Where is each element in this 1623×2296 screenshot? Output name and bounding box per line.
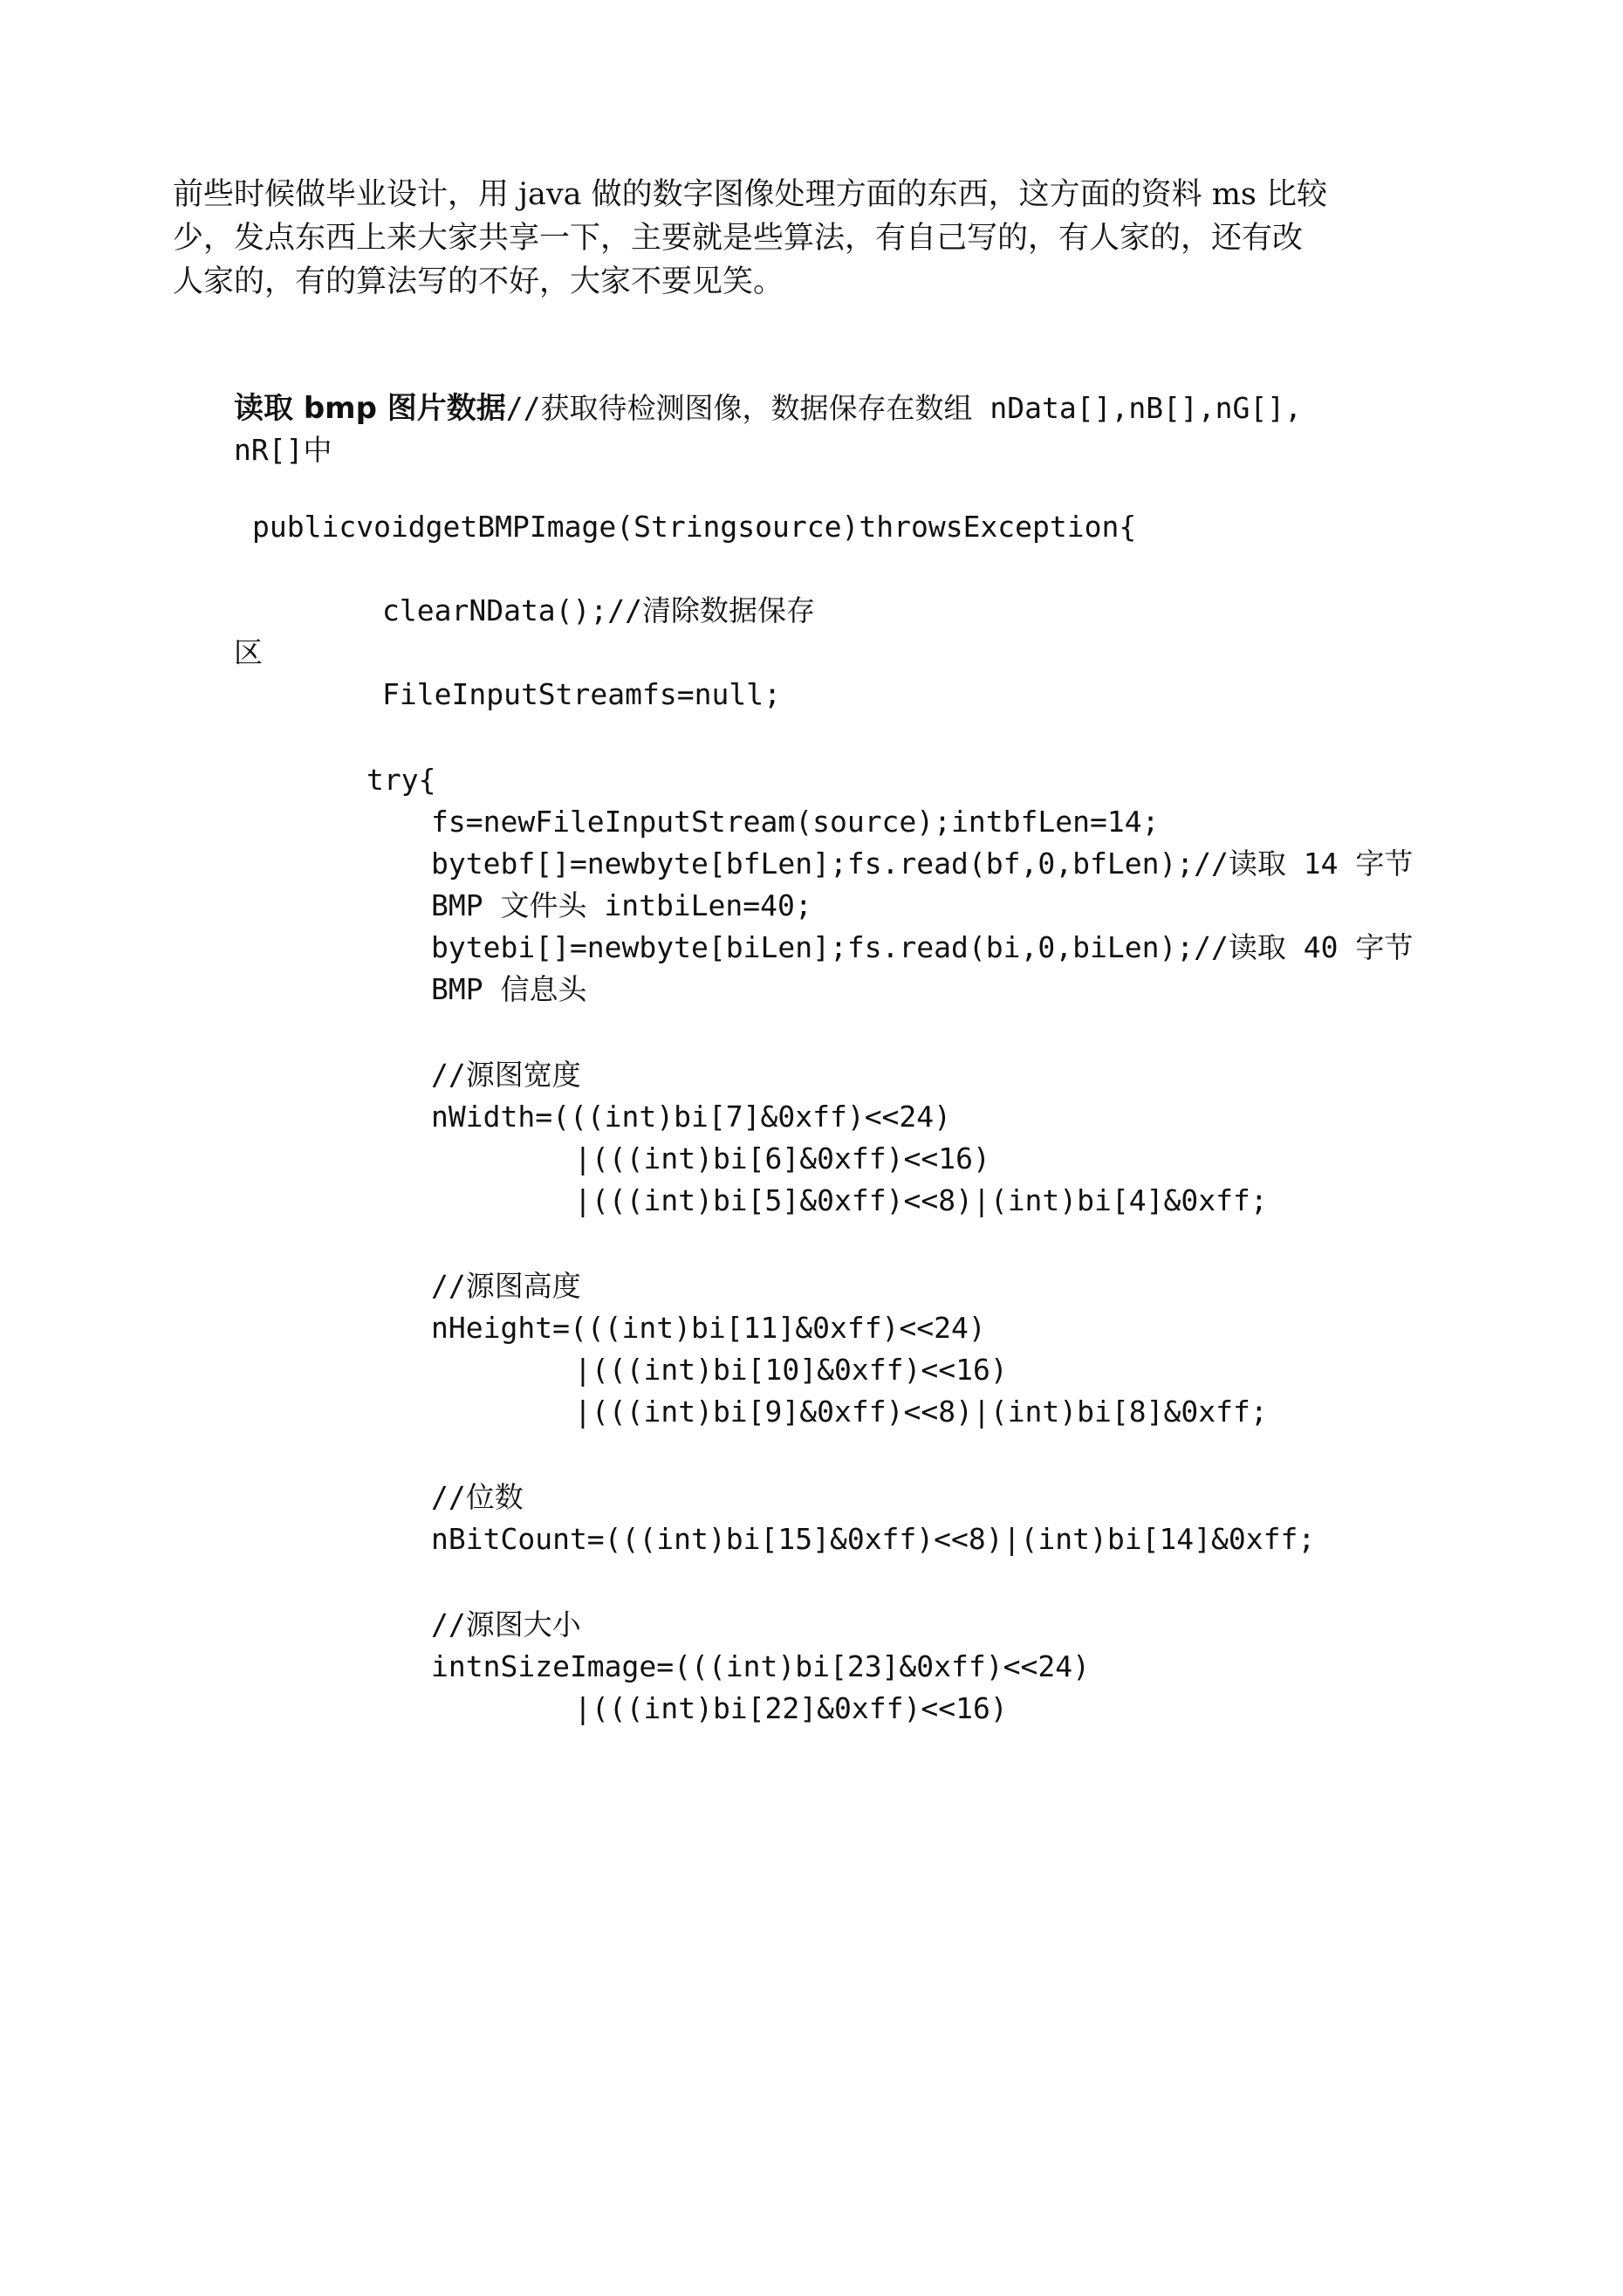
code-line: BMP 文件头 intbiLen=40; — [431, 888, 812, 922]
code-line: 区 — [234, 635, 263, 669]
intro-paragraph — [173, 173, 1394, 304]
code-line: |(((int)bi[22]&0xff)<<16) — [574, 1691, 1008, 1725]
code-comment: //源图宽度 — [431, 1058, 581, 1092]
section-heading-continued: nR[]中 — [234, 433, 332, 467]
code-line: intnSizeImage=(((int)bi[23]&0xff)<<24) — [431, 1649, 1090, 1683]
intro-line: 少，发点东西上来大家共享一下，主要就是些算法，有自己写的，有人家的，还有改 — [173, 221, 1304, 256]
code-line: FileInputStreamfs=null; — [382, 677, 781, 711]
code-line: nHeight=(((int)bi[11]&0xff)<<24) — [431, 1311, 986, 1345]
code-comment: //位数 — [431, 1480, 524, 1514]
code-line: |(((int)bi[5]&0xff)<<8)|(int)bi[4]&0xff; — [574, 1183, 1268, 1217]
code-line: nBitCount=(((int)bi[15]&0xff)<<8)|(int)bi[14]&0xff; — [431, 1522, 1316, 1556]
section-heading — [234, 387, 1302, 429]
section-heading-title: 读取 bmp 图片数据 — [234, 391, 506, 426]
code-line: nWidth=(((int)bi[7]&0xff)<<24) — [431, 1100, 952, 1134]
code-line: clearNData();//清除数据保存 — [382, 593, 816, 627]
section-heading-comment: //获取待检测图像，数据保存在数组 nData[],nB[],nG[], — [505, 391, 1303, 425]
code-line: |(((int)bi[10]&0xff)<<16) — [574, 1353, 1008, 1387]
code-line: BMP 信息头 — [431, 972, 587, 1006]
code-comment: //源图大小 — [431, 1607, 581, 1641]
code-line: publicvoidgetBMPImage(Stringsource)throwsException{ — [252, 510, 1137, 544]
code-line: fs=newFileInputStream(source);intbfLen=14; — [431, 805, 1160, 839]
code-line: try{ — [366, 763, 436, 797]
code-line: |(((int)bi[9]&0xff)<<8)|(int)bi[8]&0xff; — [574, 1395, 1268, 1429]
code-comment: //源图高度 — [431, 1269, 581, 1303]
code-line: bytebi[]=newbyte[biLen];fs.read(bi,0,biLen);//读取 40 字节 — [431, 930, 1414, 964]
intro-line: 前些时候做毕业设计，用 java 做的数字图像处理方面的东西，这方面的资料 ms 比较 — [173, 177, 1328, 212]
code-line: |(((int)bi[6]&0xff)<<16) — [574, 1141, 990, 1175]
code-line: bytebf[]=newbyte[bfLen];fs.read(bf,0,bfLen);//读取 14 字节 — [431, 846, 1414, 881]
intro-line: 人家的，有的算法写的不好，大家不要见笑。 — [173, 264, 784, 299]
